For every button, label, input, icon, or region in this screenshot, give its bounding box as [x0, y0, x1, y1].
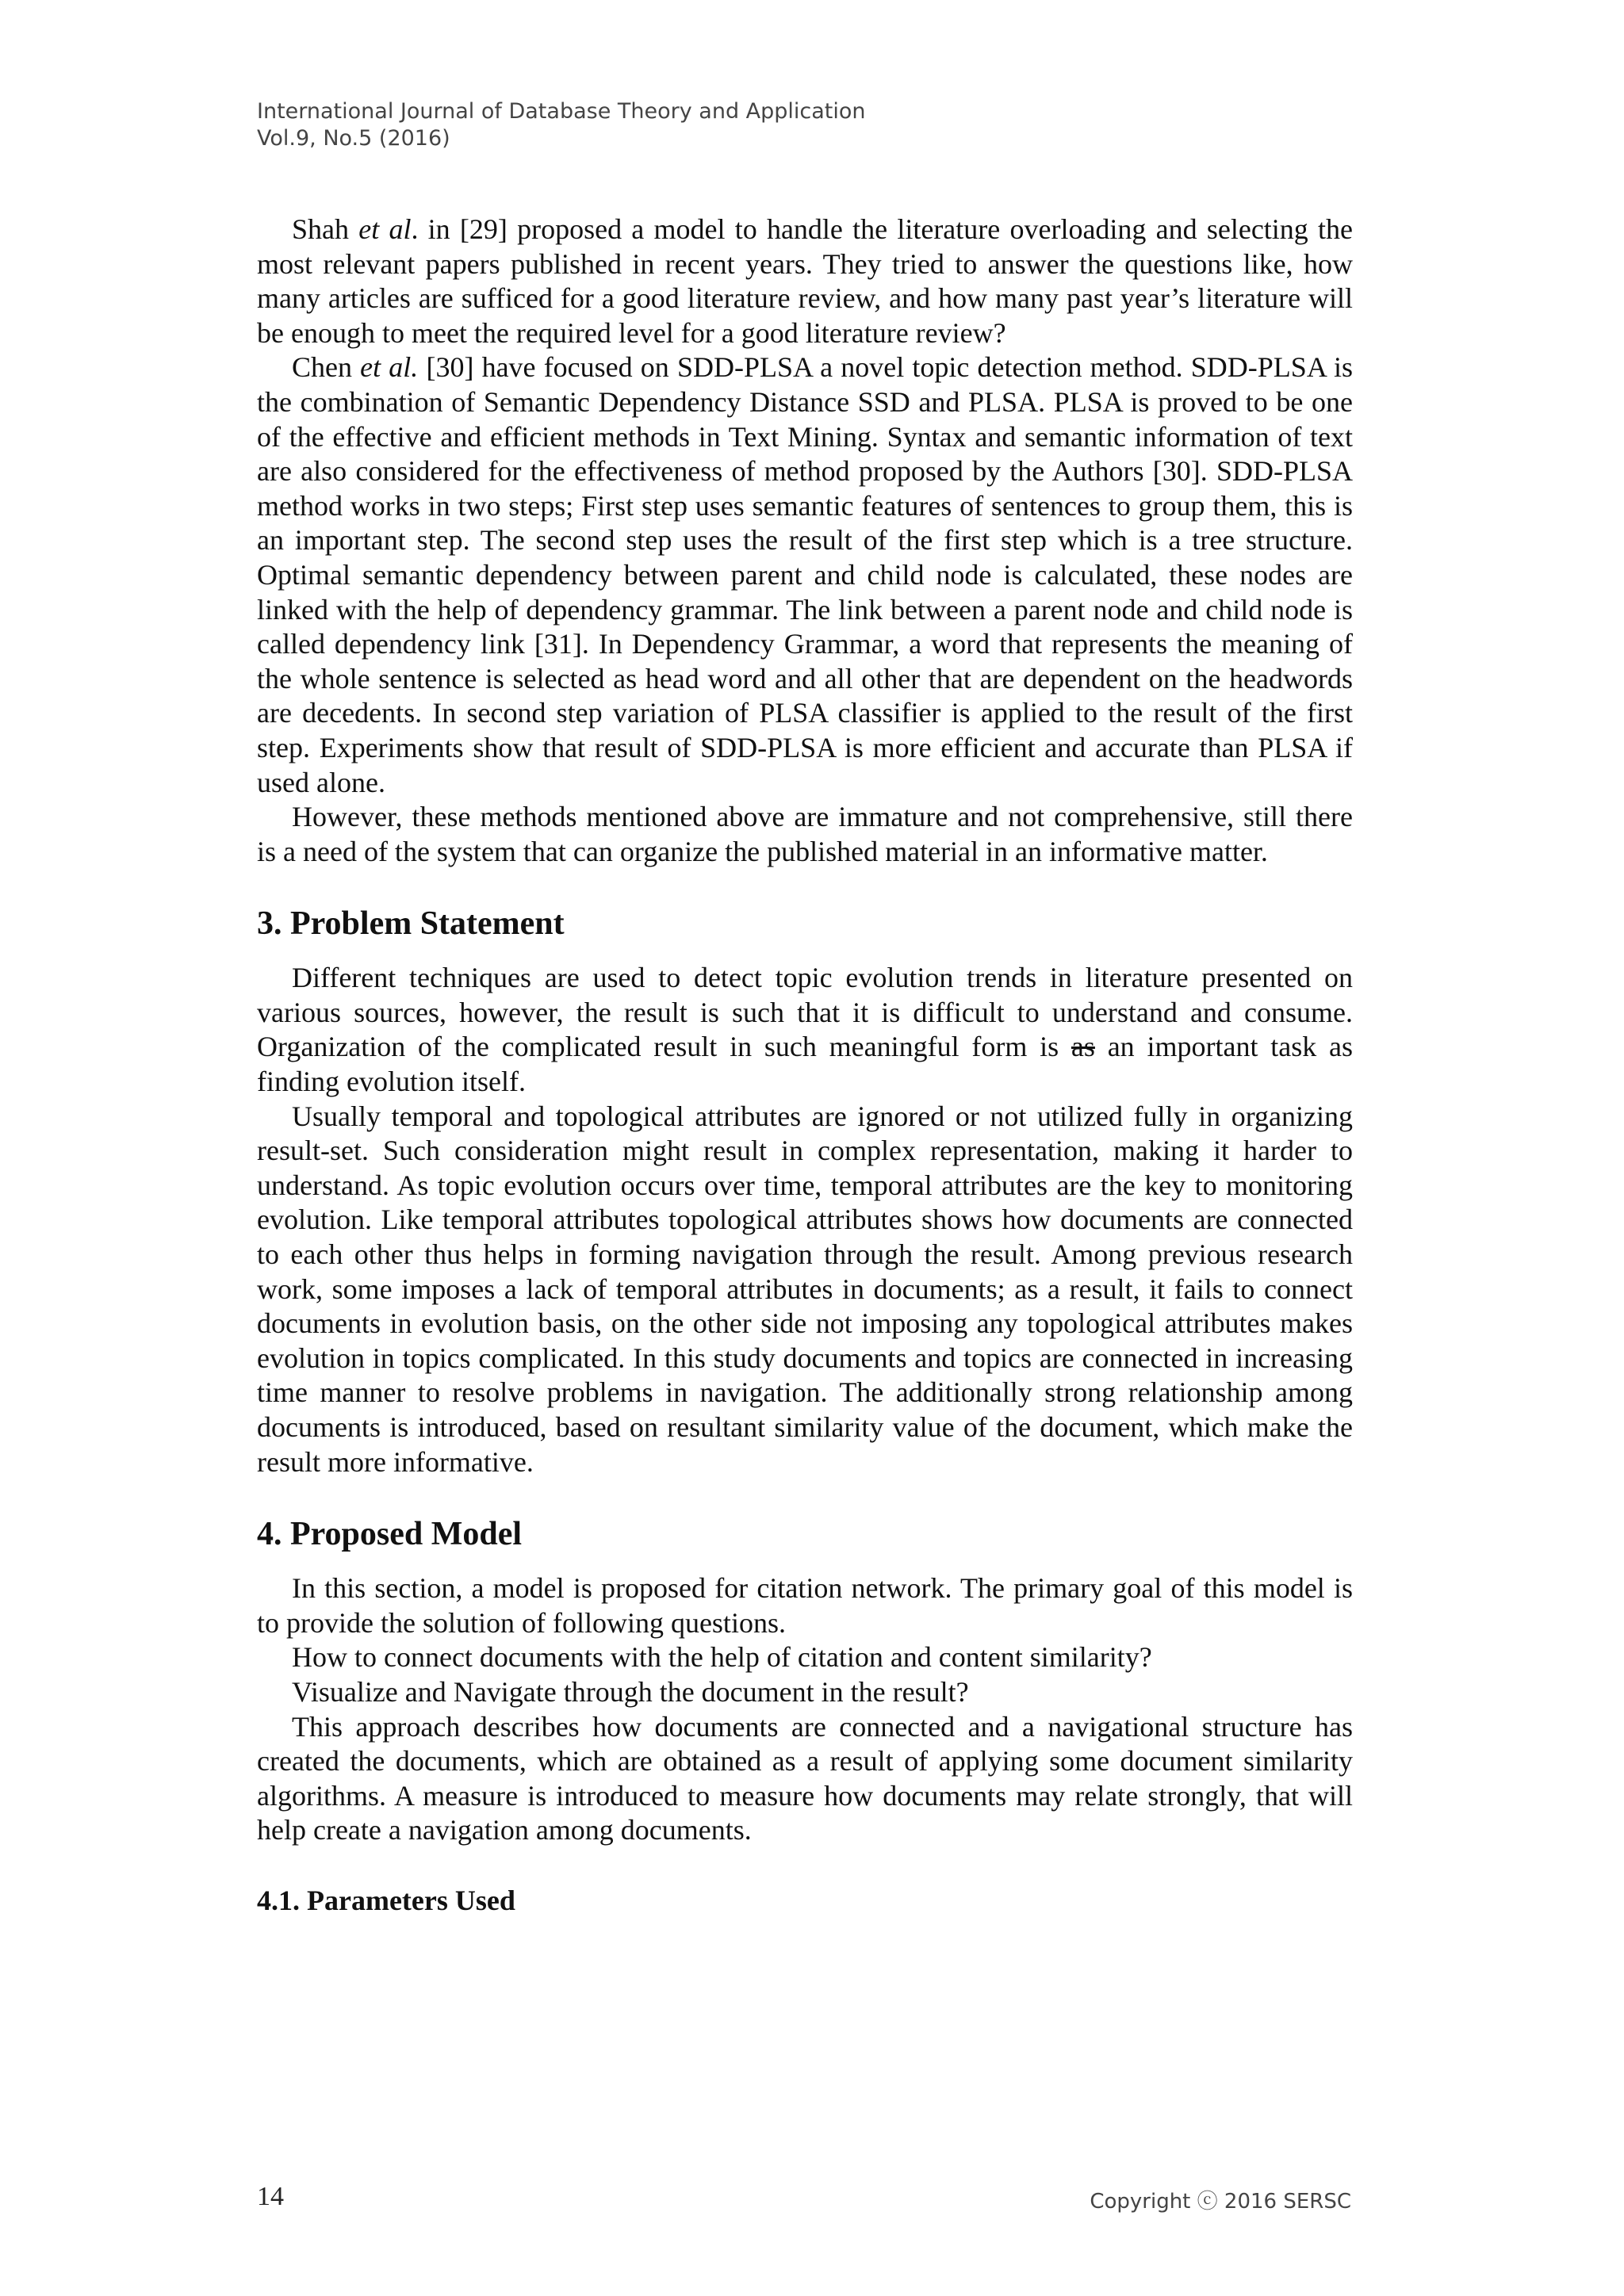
- journal-name: International Journal of Database Theory and Application: [257, 99, 866, 124]
- italic-et-al: et al.: [360, 351, 419, 384]
- italic-et-al: et al: [358, 213, 412, 245]
- subsection-4-1-heading: 4.1. Parameters Used: [257, 1884, 515, 1916]
- paragraph-approach: This approach describes how documents are connected and a navigational structure has created the documents, which are obtained as a result of applying some document similarity algorithms. A measure is introduced to measure how documents may relate strongly, that will help create a navigation among documents.: [257, 1710, 1353, 1846]
- text-run: Different techniques are used to detect topic evolution trends in literature presented on various sources, however, the result is such that it is difficult to understand and consume. Organization of the complicated result in such meaningful form is: [257, 962, 1353, 1063]
- text-run: an important task as finding evolution itself.: [257, 1031, 1353, 1098]
- section-4-heading: 4. Proposed Model: [257, 1516, 523, 1553]
- paragraph-shah: [257, 212, 1353, 350]
- struck-word: as: [1071, 1031, 1095, 1063]
- text-run: [30] have focused on SDD-PLSA a novel topic detection method. SDD-PLSA is the combination of Semantic Dependency Distance SSD and PLSA. PLSA is proved to be one of the effective and efficient methods in Text Mining. Syntax and semantic information of text are also considered for the effectiveness of method proposed by the Authors [30]. SDD-PLSA method works in two steps; First step uses semantic features of sentences to group them, this is an important step. The second step uses the result of the first step which is a tree structure. Optimal semantic dependency between parent and child node is calculated, these nodes are linked with the help of dependency grammar. The link between a parent node and child node is called dependency link [31]. In Dependency Grammar, a word that represents the meaning of the whole sentence is selected as head word and all other that are dependent on the headwords are decedents. In second step variation of PLSA classifier is applied to the result of the first step. Experiments show that result of SDD-PLSA is more efficient and accurate than PLSA if used alone.: [257, 351, 1353, 798]
- text-run: Shah: [292, 213, 359, 245]
- paragraph-question-2: Visualize and Navigate through the document in the result?: [292, 1675, 969, 1708]
- text-run: . in [29] proposed a model to handle the literature overloading and selecting the most relevant papers published in recent years. They tried to answer the questions like, how many articles are sufficed for a good literature review, and how many past year’s literature will be enough to meet the required level for a good literature review?: [257, 213, 1354, 349]
- paragraph-question-1: How to connect documents with the help of citation and content similarity?: [292, 1641, 1152, 1674]
- running-header: [257, 98, 866, 152]
- article-body: [257, 212, 1353, 1918]
- paragraph-problem-1: [257, 961, 1353, 1099]
- page-number: 14: [257, 2182, 284, 2211]
- copyright-notice: Copyright ⓒ 2016 SERSC: [1090, 2190, 1351, 2214]
- paragraph-problem-2: Usually temporal and topological attributes are ignored or not utilized fully in organizing result-set. Such consideration might result in complex representation, making it harder to understand. As topic evolution occurs over time, temporal attributes are the key to monitoring evolution. Like temporal attributes topological attributes shows how documents are connected to each other thus helps in forming navigation through the result. Among previous research work, some imposes a lack of temporal attributes in documents; as a result, it fails to connect documents in evolution basis, on the other side not imposing any topological attributes makes evolution in topics complicated. In this study documents and topics are connected in increasing time manner to resolve problems in navigation. The additionally strong relationship among documents is introduced, based on resultant similarity value of the document, which make the result more informative.: [257, 1100, 1353, 1478]
- journal-volume: Vol.9, No.5 (2016): [257, 126, 450, 151]
- text-run: Chen: [292, 351, 361, 384]
- paragraph-model-intro: In this section, a model is proposed for citation network. The primary goal of this model is to provide the solution of following questions.: [257, 1572, 1353, 1639]
- section-3-heading: 3. Problem Statement: [257, 905, 565, 943]
- paragraph-however: However, these methods mentioned above are immature and not comprehensive, still there is a need of the system that can organize the published material in an informative matter.: [257, 801, 1353, 867]
- paragraph-chen: [257, 350, 1353, 800]
